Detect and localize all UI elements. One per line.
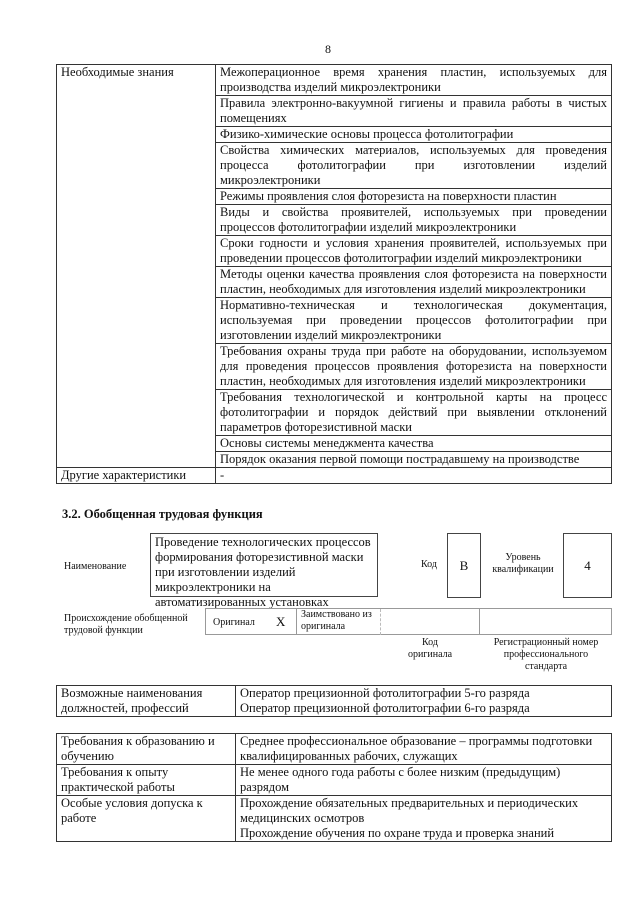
knowledge-item: Сроки годности и условия хранения проявителей, используемых при проведении процессов фотолитографии изделий микроэлектроники <box>216 236 612 267</box>
other-label: Другие характеристики <box>57 468 216 484</box>
knowledge-item: Основы системы менеджмента качества <box>216 436 612 452</box>
other-row <box>57 468 612 484</box>
knowledge-item: Физико-химические основы процесса фотолитографии <box>216 127 612 143</box>
knowledge-item: Требования охраны труда при работе на оборудовании, используемом для проведения процессов проявления фоторезиста на поверхности пластин, необходимых для изготовления изделий микроэлектроники <box>216 344 612 390</box>
requirement-values <box>236 734 612 765</box>
original-code-caption: Код оригинала <box>407 637 453 660</box>
code-label: Код <box>421 559 437 570</box>
knowledge-item: Требования технологической и контрольной карты на процесс фотолитографии и порядок действий при выявлении отклонений параметров фоторезистивной маски <box>216 390 612 436</box>
requirement-values <box>236 796 612 842</box>
origin-label: Происхождение обобщенной трудовой функции <box>64 613 188 636</box>
position-item: Оператор прецизионной фотолитографии 6-го разряда <box>240 701 530 715</box>
positions-table <box>56 685 612 717</box>
knowledge-item: Правила электронно-вакуумной гигиены и правила работы в чистых помещениях <box>216 96 612 127</box>
other-value: - <box>216 468 612 484</box>
knowledge-item: Межоперационное время хранения пластин, используемых для производства изделий микроэлектроники <box>216 65 612 96</box>
name-label: Наименование <box>64 561 127 572</box>
positions-label: Возможные наименования должностей, профессий <box>57 686 236 717</box>
position-item: Оператор прецизионной фотолитографии 5-го разряда <box>240 686 530 700</box>
reg-number-cell <box>479 609 610 635</box>
knowledge-item: Порядок оказания первой помощи пострадавшему на производстве <box>216 452 612 468</box>
level-label: Уровень квалификации <box>492 552 554 575</box>
positions-values <box>236 686 612 717</box>
knowledge-item: Режимы проявления слоя фоторезиста на поверхности пластин <box>216 189 612 205</box>
requirement-value: Прохождение обязательных предварительных и периодических медицинских осмотров <box>240 796 579 825</box>
page-number: 8 <box>325 42 331 56</box>
reg-number-caption: Регистрационный номер профессионального стандарта <box>493 637 599 672</box>
requirement-label: Требования к образованию и обучению <box>57 734 236 765</box>
requirement-values <box>236 765 612 796</box>
section-heading: 3.2. Обобщенная трудовая функция <box>62 507 263 521</box>
requirement-label: Особые условия допуска к работе <box>57 796 236 842</box>
requirement-value: Прохождение обучения по охране труда и проверка знаний <box>240 826 555 840</box>
knowledge-item: Методы оценки качества проявления слоя фоторезиста на поверхности пластин, необходимых для изготовления изделий микроэлектроники <box>216 267 612 298</box>
requirement-value: Не менее одного года работы с более низким (предыдущим) разрядом <box>240 765 561 794</box>
name-value: Проведение технологических процессов формирования фоторезистивной маски при изготовлении изделий микроэлектроники на автоматизированных установках <box>150 533 378 597</box>
knowledge-item: Нормативно-техническая и технологическая документация, используемая при проведении процессов фотолитографии при изготовлении изделий микроэлектроники <box>216 298 612 344</box>
knowledge-row <box>57 65 612 96</box>
level-value: 4 <box>563 533 612 598</box>
knowledge-item: Свойства химических материалов, используемых для проведения процесса фотолитографии при изготовлении изделий микроэлектроники <box>216 143 612 189</box>
requirement-value: Среднее профессиональное образование – программы подготовки квалифицированных рабочих, служащих <box>240 734 593 763</box>
requirement-row <box>57 734 612 765</box>
knowledge-item: Виды и свойства проявителей, используемых при проведении процессов фотолитографии изделий микроэлектроники <box>216 205 612 236</box>
knowledge-label: Необходимые знания <box>57 65 216 468</box>
requirements-table <box>56 733 612 842</box>
requirement-row <box>57 796 612 842</box>
original-code-cell <box>380 609 479 635</box>
requirement-label: Требования к опыту практической работы <box>57 765 236 796</box>
original-mark: X <box>276 614 286 629</box>
original-label: Оригинал <box>213 617 255 628</box>
requirement-row <box>57 765 612 796</box>
borrowed-label: Заимствовано из оригинала <box>296 609 381 635</box>
knowledge-table <box>56 64 612 484</box>
code-value: B <box>447 533 481 598</box>
origin-row <box>205 608 612 635</box>
